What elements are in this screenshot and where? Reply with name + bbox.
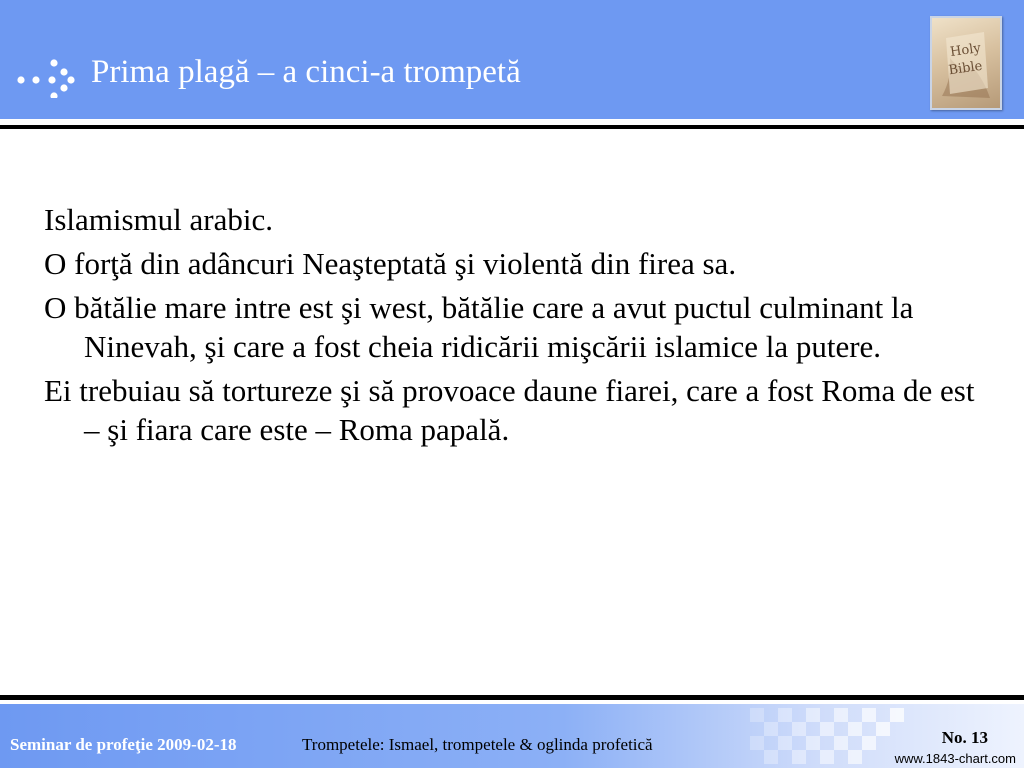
- body-paragraph-2: O forţă din adâncuri Neaşteptată şi violentă din firea sa.: [44, 246, 737, 281]
- svg-text:Bible: Bible: [947, 58, 984, 79]
- slide-footer: [0, 704, 1024, 768]
- slide-header: [0, 0, 1024, 119]
- svg-text:Holy: Holy: [949, 40, 982, 61]
- body-paragraph-1: Islamismul arabic.: [44, 202, 273, 237]
- dots-cluster-icon: [16, 58, 76, 98]
- footer-topic: Trompetele: Ismael, trompetele & oglinda profetică: [302, 735, 653, 754]
- header-divider: [0, 125, 1024, 129]
- slide-title: Prima plagă – a cinci-a trompetă: [91, 54, 521, 90]
- slide-number: No. 13: [941, 728, 988, 747]
- body-paragraph-3: O bătălie mare intre est şi west, bătălie care a avut puctul culminant la Ninevah, şi care a fost cheia ridicării mişcării islamice la putere.: [44, 290, 914, 364]
- body-paragraph-4: Ei trebuiau să tortureze şi să provoace daune fiarei, care a fost Roma de est – şi fiara care este – Roma papală.: [44, 373, 975, 447]
- footer-seminar-date: Seminar de profeţie 2009-02-18: [10, 735, 237, 754]
- footer-url: www.1843-chart.com: [894, 751, 1016, 766]
- holy-bible-book-icon: [930, 16, 1002, 110]
- slide-body: [44, 200, 994, 449]
